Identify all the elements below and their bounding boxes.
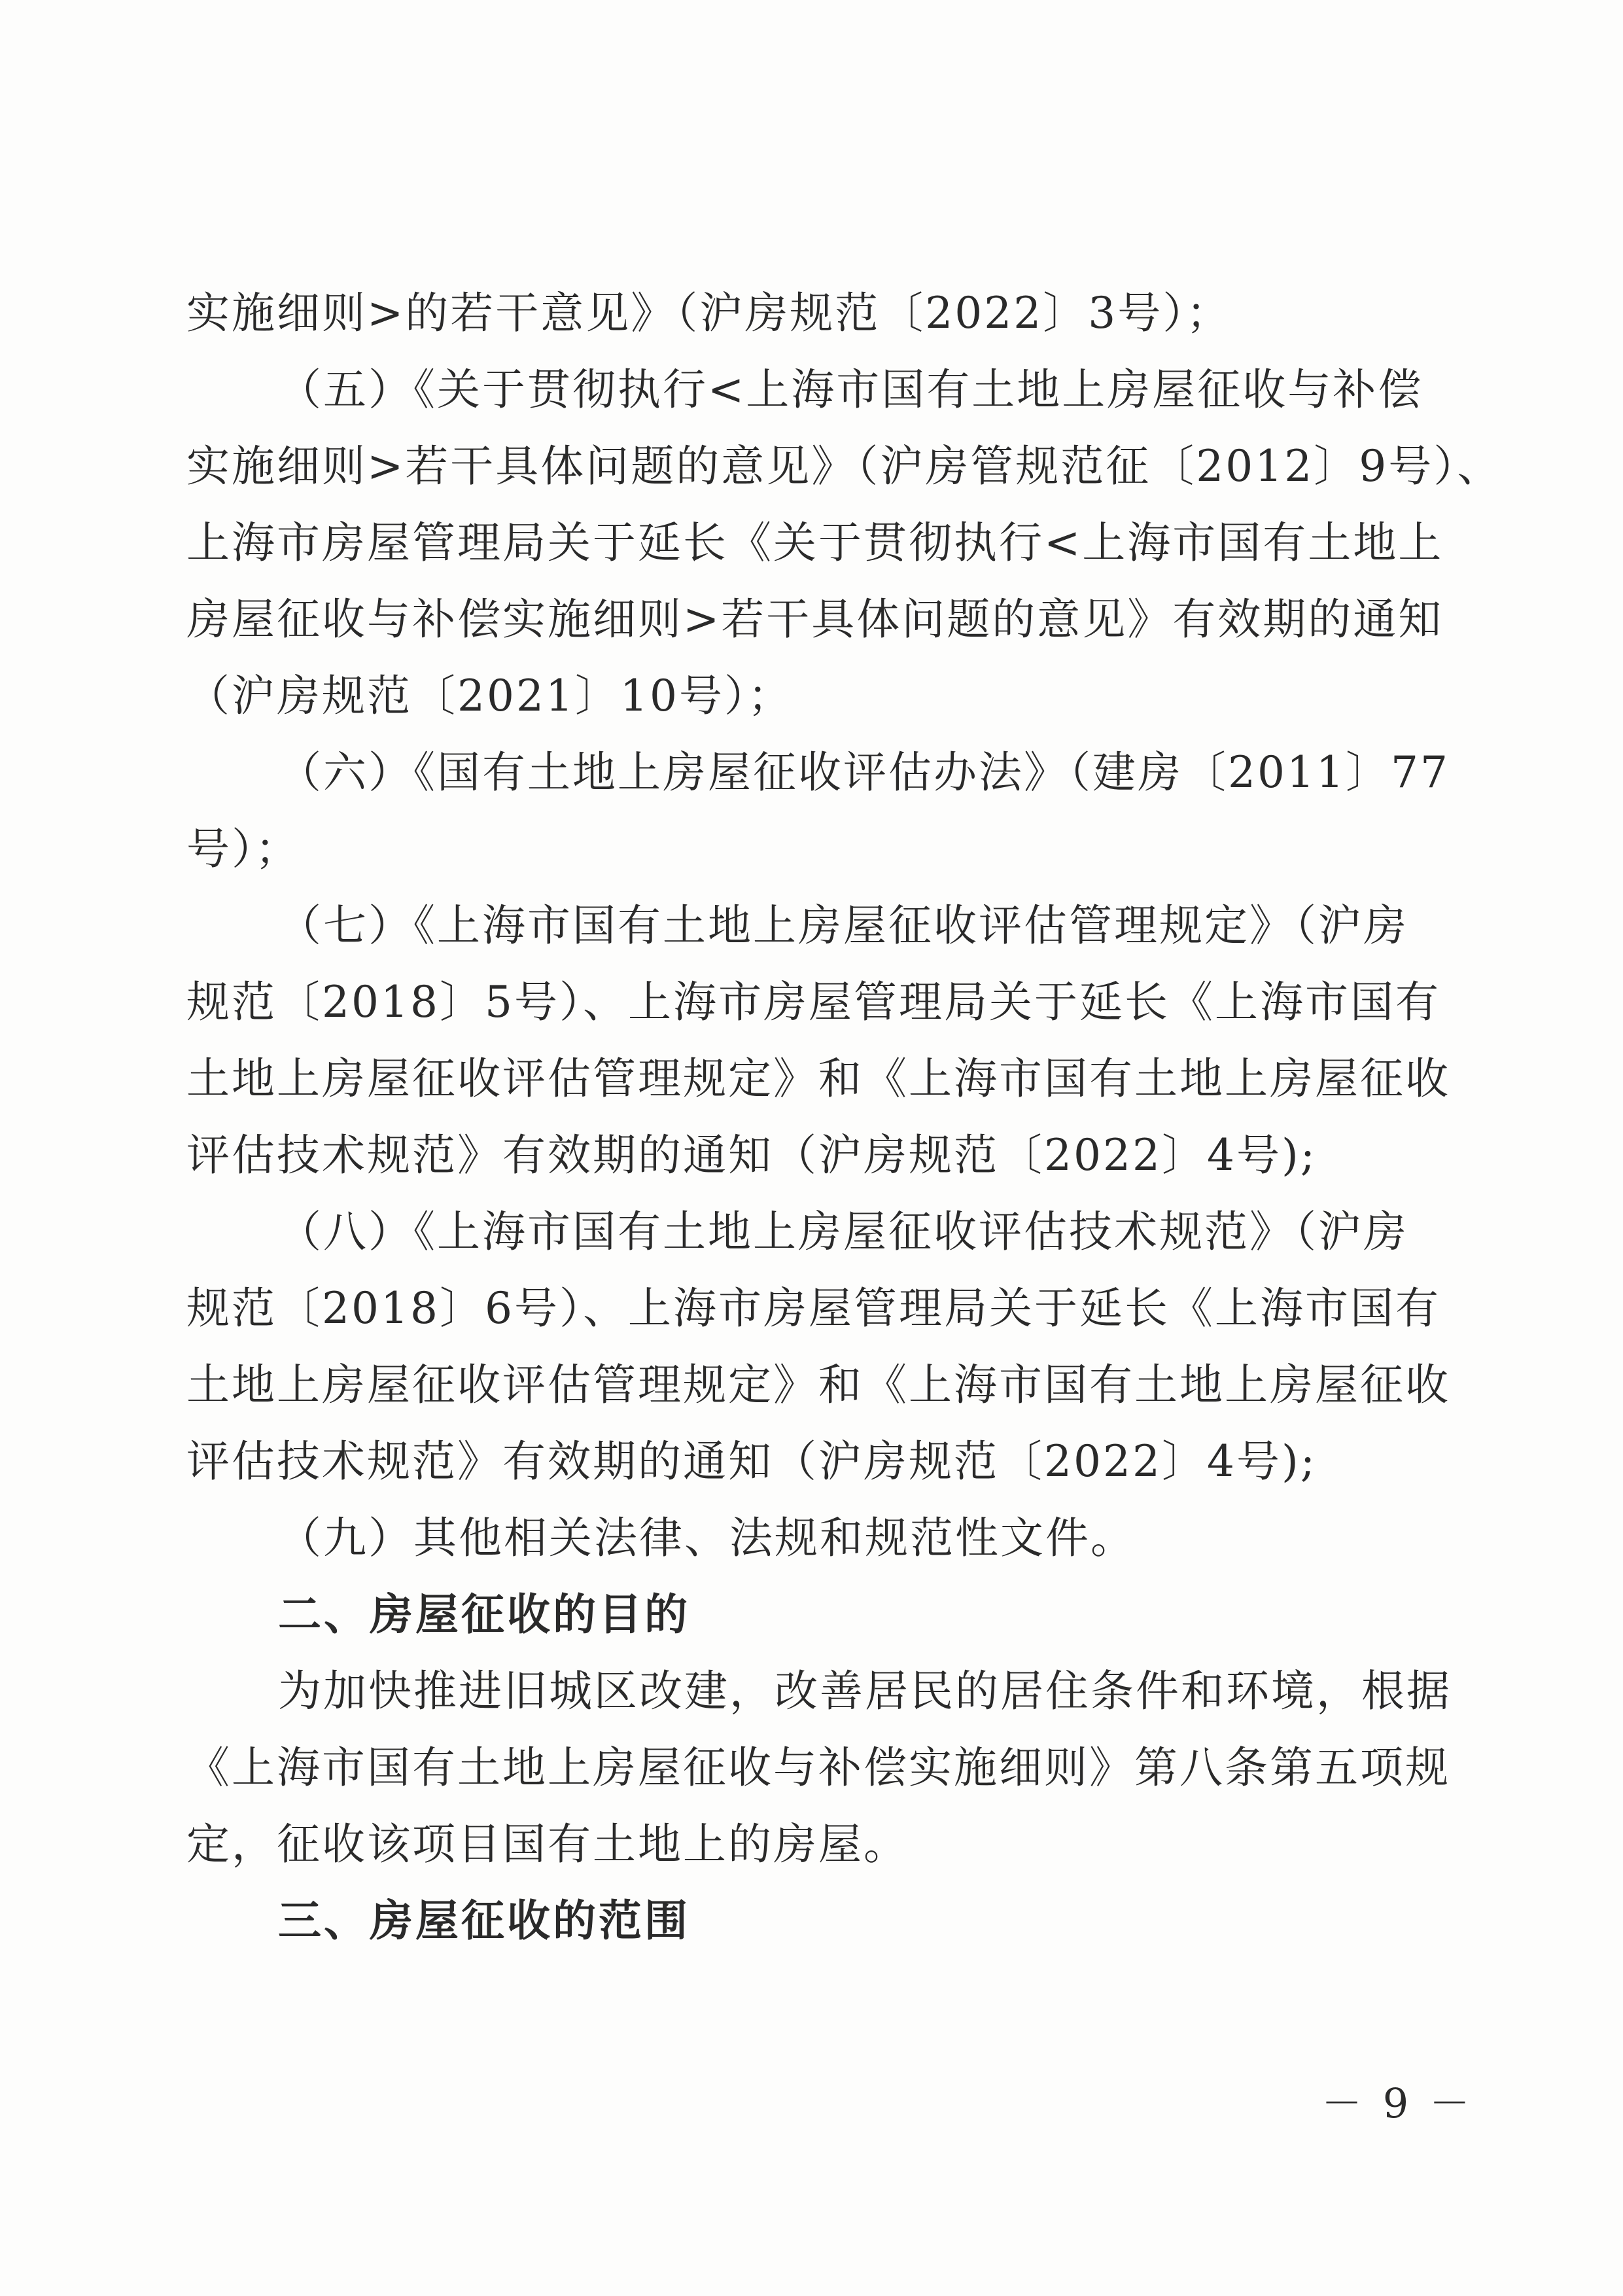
- paragraph-line: 土地上房屋征收评估管理规定》和《上海市国有土地上房屋征收: [186, 1053, 1450, 1104]
- paragraph-line: 实施细则>若干具体问题的意见》（沪房管规范征〔2012〕9号）、: [186, 441, 1503, 491]
- paragraph-line: 上海市房屋管理局关于延长《关于贯彻执行<上海市国有土地上: [186, 518, 1444, 568]
- paragraph-line: 为加快推进旧城区改建，改善居民的居住条件和环境，根据: [278, 1666, 1452, 1716]
- paragraph-line: 规范〔2018〕6号）、上海市房屋管理局关于延长《上海市国有: [186, 1283, 1440, 1333]
- list-item-7: （七）《上海市国有土地上房屋征收评估管理规定》（沪房: [278, 900, 1408, 951]
- page-number: － 9 －: [1321, 2079, 1474, 2127]
- paragraph-line: 号）；: [186, 824, 300, 874]
- list-item-5: （五）《关于贯彻执行<上海市国有土地上房屋征收与补偿: [278, 364, 1423, 415]
- section-heading-purpose: 二、房屋征收的目的: [278, 1589, 690, 1640]
- list-item-8: （八）《上海市国有土地上房屋征收评估技术规范》（沪房: [278, 1207, 1408, 1257]
- paragraph-line: 土地上房屋征收评估管理规定》和《上海市国有土地上房屋征收: [186, 1360, 1450, 1410]
- section-heading-scope: 三、房屋征收的范围: [278, 1896, 690, 1946]
- document-body: [186, 275, 1503, 1959]
- paragraph-line: 评估技术规范》有效期的通知（沪房规范〔2022〕4号);: [186, 1130, 1317, 1180]
- list-item-6: （六）《国有土地上房屋征收评估办法》（建房〔2011〕77: [278, 747, 1450, 798]
- paragraph-line: 实施细则>的若干意见》（沪房规范〔2022〕3号）；: [186, 288, 1232, 338]
- paragraph-line: 规范〔2018〕5号）、上海市房屋管理局关于延长《上海市国有: [186, 977, 1440, 1027]
- paragraph-line: 评估技术规范》有效期的通知（沪房规范〔2022〕4号);: [186, 1436, 1317, 1487]
- paragraph-line: 房屋征收与补偿实施细则>若干具体问题的意见》有效期的通知: [186, 594, 1444, 645]
- paragraph-line: 定，征收该项目国有土地上的房屋。: [186, 1819, 909, 1869]
- list-item-9: （九）其他相关法律、法规和规范性文件。: [278, 1513, 1136, 1563]
- paragraph-line: 《上海市国有土地上房屋征收与补偿实施细则》第八条第五项规: [186, 1742, 1450, 1793]
- paragraph-line: （沪房规范〔2021〕10号）；: [186, 671, 793, 721]
